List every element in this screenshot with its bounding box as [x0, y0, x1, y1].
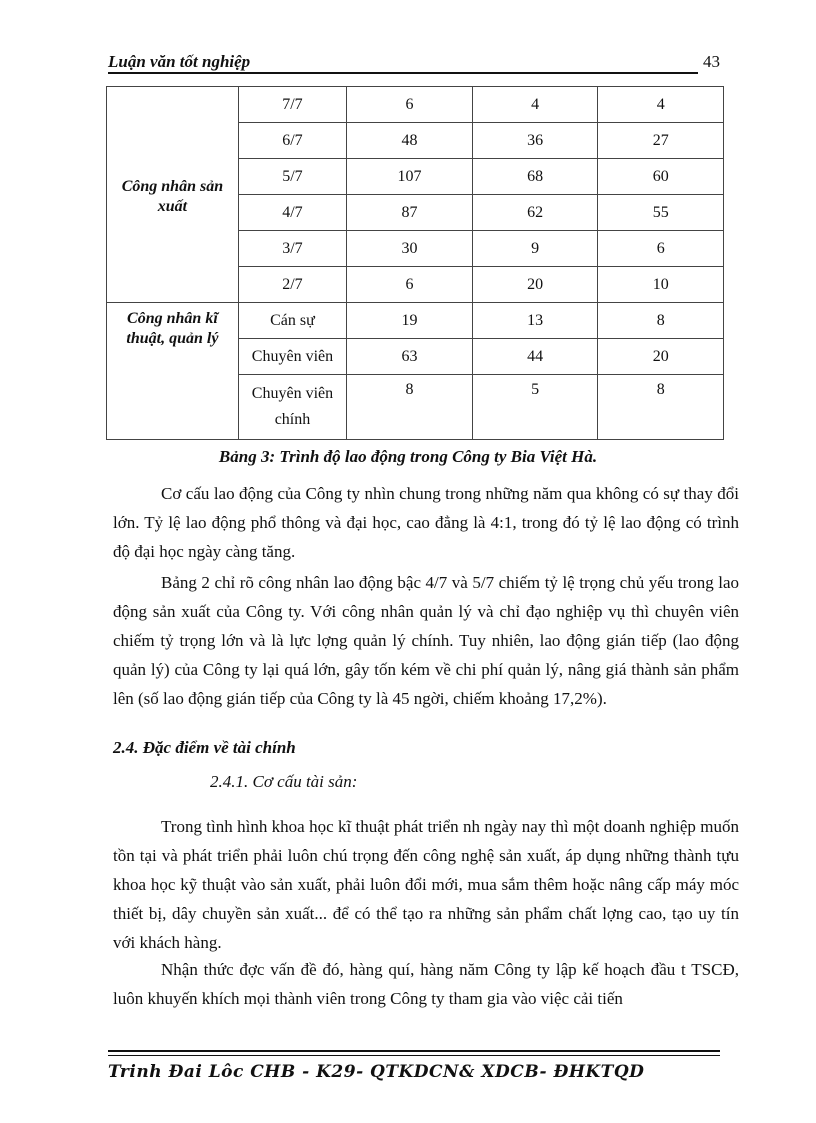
value-cell: 4: [598, 87, 724, 123]
value-cell: 87: [347, 195, 473, 231]
value-cell: 4: [472, 87, 598, 123]
value-cell: 30: [347, 231, 473, 267]
value-cell: 62: [472, 195, 598, 231]
paragraph: Trong tình hình khoa học kĩ thuật phát triển nh ngày nay thì một doanh nghiệp muốn tồn tại và phát triển phải luôn chú trọng đến công nghệ sản xuất, áp dụng những thành tựu khoa học kỹ thuật vào sản xuất, phải luôn đổi mới, mua sắm thêm hoặc nâng cấp máy móc thiết bị, dây chuyền sản xuất... để có thể tạo ra những sản phẩm chất lợng cao, tạo uy tín với khách hàng.: [113, 817, 739, 952]
value-cell: 6: [347, 87, 473, 123]
value-cell: 6: [598, 231, 724, 267]
value-cell: 107: [347, 159, 473, 195]
value-cell: 63: [347, 339, 473, 375]
paragraph: Bảng 2 chỉ rõ công nhân lao động bậc 4/7 và 5/7 chiếm tỷ lệ trọng chủ yếu trong lao động sản xuất của Công ty. Với công nhân quản lý và chỉ đạo nghiệp vụ thì chuyên viên chiếm tỷ trọng lớn và là lực lợng quản lý chính. Tuy nhiên, lao động gián tiếp (lao động quản lý) của Công ty lại quá lớn, gây tốn kém về chi phí quản lý, nâng giá thành sản phẩm lên (số lao động gián tiếp của Công ty là 45 ngời, chiếm khoảng 17,2%).: [113, 573, 739, 708]
value-cell: 8: [598, 303, 724, 339]
group-label: Công nhân sản xuất: [107, 87, 239, 303]
value-cell: 27: [598, 123, 724, 159]
section-heading: 2.4. Đặc điểm về tài chính: [113, 738, 296, 757]
page-number: 43: [703, 52, 720, 71]
value-cell: 48: [347, 123, 473, 159]
value-cell: 5: [472, 375, 598, 440]
header-title: Luận văn tốt nghiệp: [108, 52, 251, 71]
level-cell: Cán sự: [238, 303, 346, 339]
value-cell: 68: [472, 159, 598, 195]
page-footer: [108, 1050, 720, 1082]
level-cell: 2/7: [238, 267, 346, 303]
page-header: [108, 50, 720, 76]
paragraph: Nhận thức đợc vấn đề đó, hàng quí, hàng năm Công ty lập kế hoạch đầu t TSCĐ, luôn khuyến khích mọi thành viên trong Công ty tham gia vào việc cải tiến: [113, 960, 739, 1008]
paragraph: Cơ cấu lao động của Công ty nhìn chung trong những năm qua không có sự thay đổi lớn. Tỷ lệ lao động phổ thông và đại học, cao đẳng là 4:1, trong đó tỷ lệ lao động có trình độ đại học ngày càng tăng.: [113, 484, 739, 561]
value-cell: 44: [472, 339, 598, 375]
value-cell: 20: [472, 267, 598, 303]
subsection-heading: 2.4.1. Cơ cấu tài sản:: [210, 772, 358, 791]
value-cell: 60: [598, 159, 724, 195]
value-cell: 8: [598, 375, 724, 440]
table-row: [107, 87, 724, 123]
level-cell: 6/7: [238, 123, 346, 159]
level-cell: 4/7: [238, 195, 346, 231]
value-cell: 36: [472, 123, 598, 159]
value-cell: 10: [598, 267, 724, 303]
group-label: Công nhân kĩ thuật, quản lý: [107, 303, 239, 440]
value-cell: 9: [472, 231, 598, 267]
level-cell: 3/7: [238, 231, 346, 267]
level-cell: 7/7: [238, 87, 346, 123]
labor-level-table: [106, 86, 724, 440]
value-cell: 13: [472, 303, 598, 339]
header-rule: [108, 72, 698, 74]
footer-rule: [108, 1055, 720, 1056]
level-cell: 5/7: [238, 159, 346, 195]
table-row: [107, 303, 724, 339]
table-caption: Bảng 3: Trình độ lao động trong Công ty Bia Việt Hà.: [218, 447, 598, 466]
value-cell: 20: [598, 339, 724, 375]
footer-rule: [108, 1050, 720, 1052]
level-cell: Chuyên viên chính: [238, 375, 346, 440]
value-cell: 6: [347, 267, 473, 303]
footer-text: Trinh Đai Lôc CHB - K29- QTKDCN& XDCB- ĐHKTQD: [108, 1062, 645, 1082]
value-cell: 8: [347, 375, 473, 440]
value-cell: 55: [598, 195, 724, 231]
value-cell: 19: [347, 303, 473, 339]
level-cell: Chuyên viên: [238, 339, 346, 375]
